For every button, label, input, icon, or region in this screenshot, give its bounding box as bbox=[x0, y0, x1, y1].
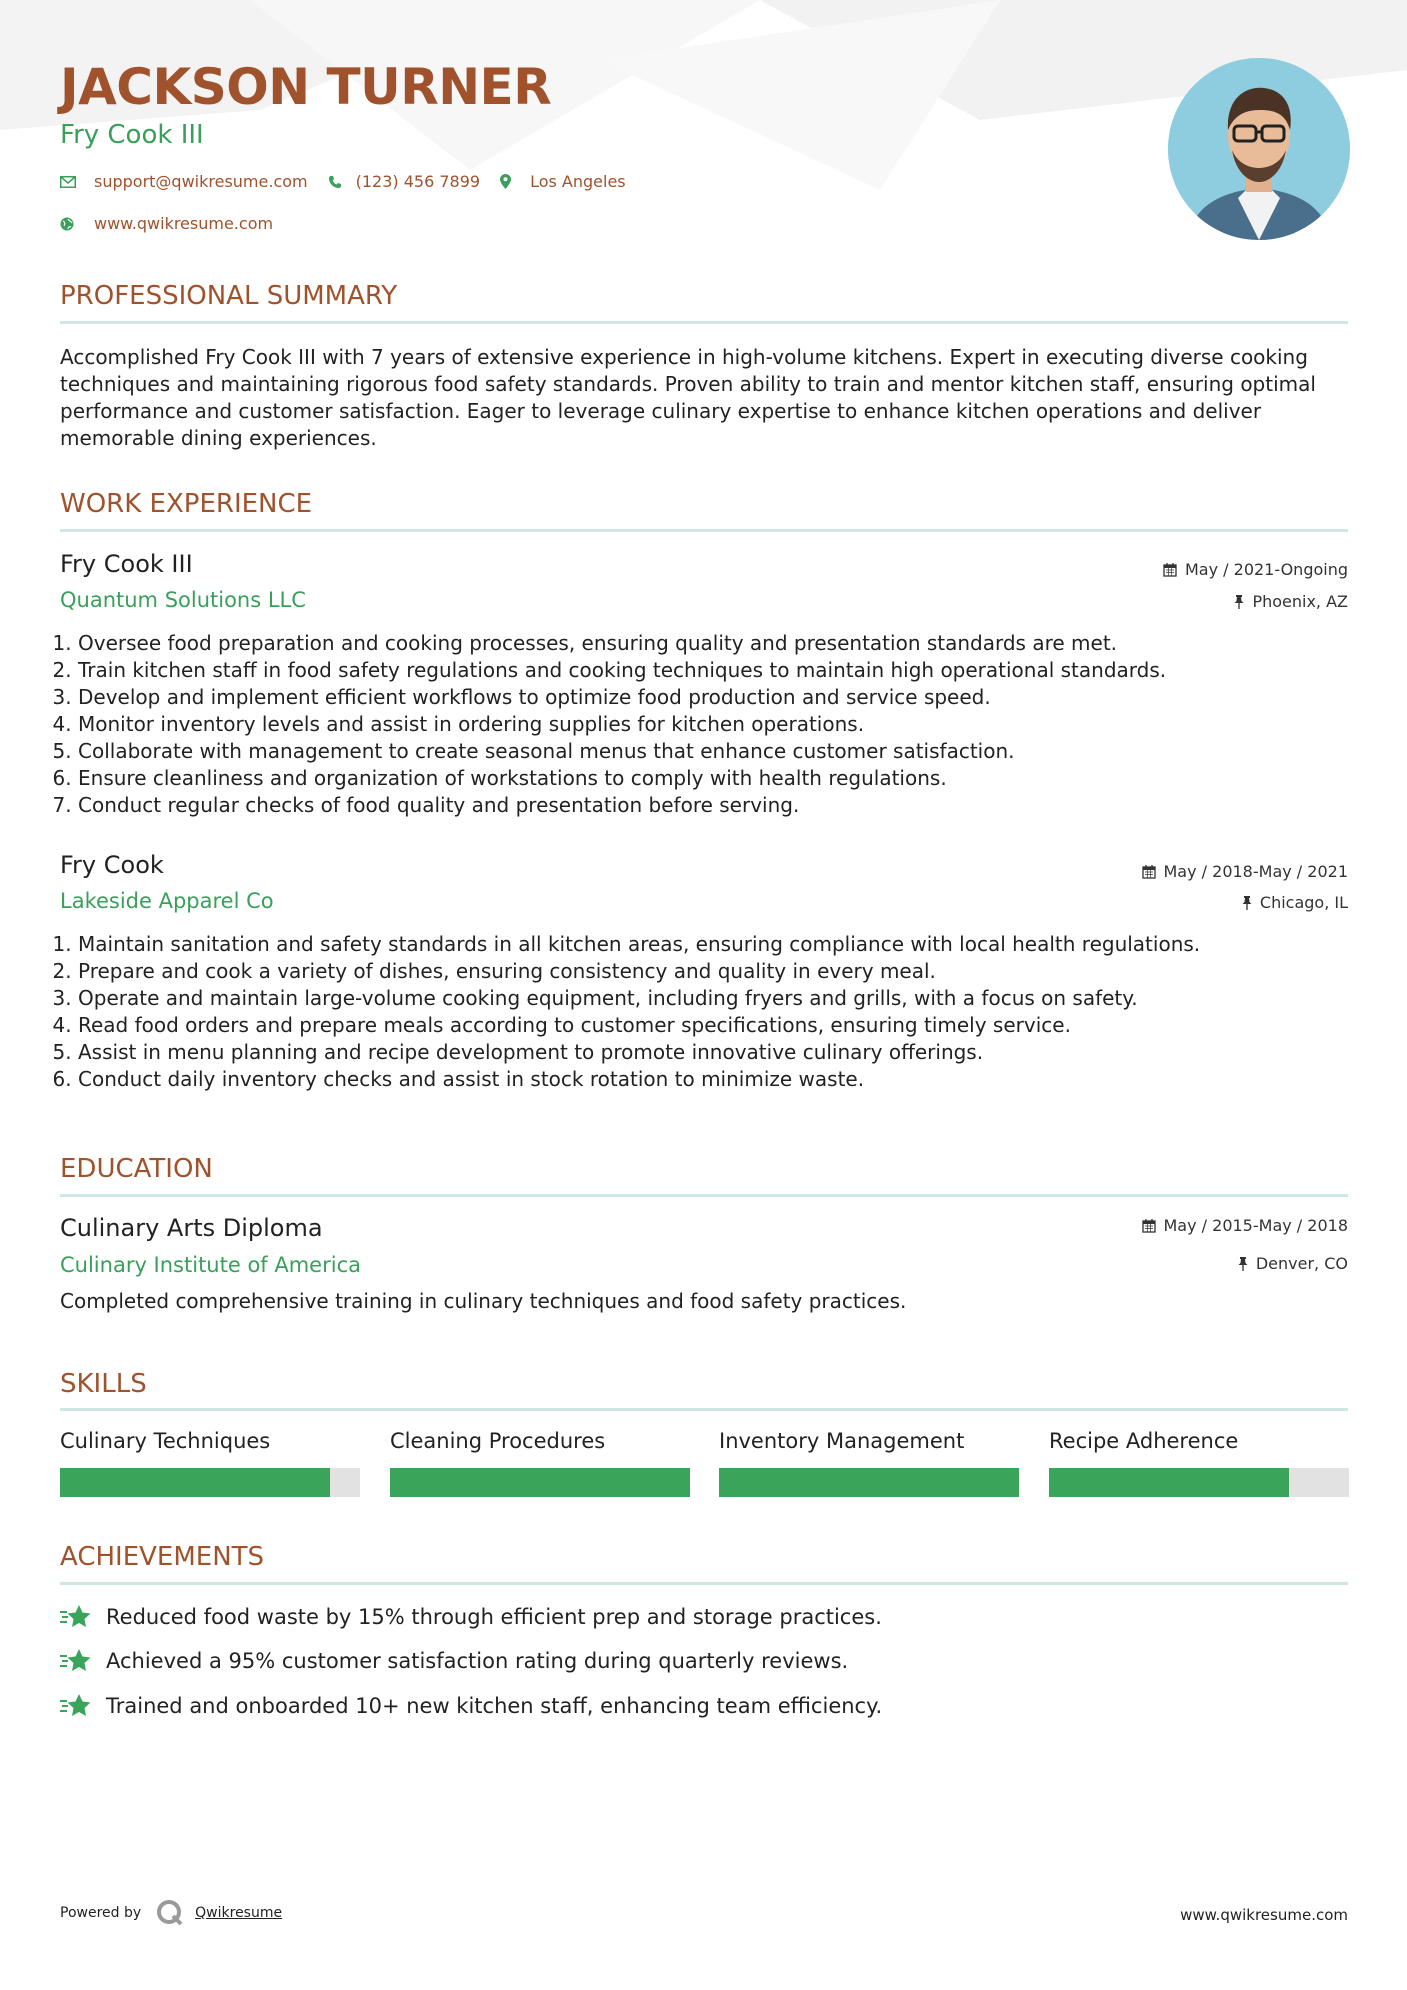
job-dates: May / 2018-May / 2021 bbox=[1142, 862, 1349, 881]
footer-url[interactable]: www.qwikresume.com bbox=[1180, 1906, 1348, 1924]
footer-powered-by bbox=[60, 1898, 282, 1928]
list-item: 4. Read food orders and prepare meals according to customer specifications, ensuring timely service. bbox=[78, 1012, 1348, 1039]
list-item: 5. Collaborate with management to create seasonal menus that enhance customer satisfaction. bbox=[78, 738, 1348, 765]
phone-icon bbox=[328, 175, 356, 189]
section-divider bbox=[60, 1582, 1348, 1585]
education-school: Culinary Institute of America bbox=[60, 1253, 361, 1277]
education-location: Denver, CO bbox=[1238, 1254, 1348, 1273]
list-item: 3. Operate and maintain large-volume cooking equipment, including fryers and grills, with a focus on safety. bbox=[78, 985, 1348, 1012]
section-divider bbox=[60, 529, 1348, 532]
job-company: Lakeside Apparel Co bbox=[60, 889, 274, 913]
contact-row bbox=[60, 172, 646, 191]
list-item: 1. Oversee food preparation and cooking processes, ensuring quality and presentation standards are met. bbox=[78, 630, 1348, 657]
skill-bar bbox=[60, 1468, 360, 1497]
skill-bar-fill bbox=[60, 1468, 330, 1497]
list-item: 4. Monitor inventory levels and assist in ordering supplies for kitchen operations. bbox=[78, 711, 1348, 738]
map-pin-icon bbox=[500, 174, 530, 189]
summary-heading: PROFESSIONAL SUMMARY bbox=[60, 281, 398, 311]
pushpin-icon bbox=[1242, 896, 1252, 910]
candidate-role: Fry Cook III bbox=[60, 120, 204, 150]
skill-label: Culinary Techniques bbox=[60, 1429, 271, 1453]
brand-link[interactable]: Qwikresume bbox=[195, 1905, 283, 1921]
qwikresume-logo-icon bbox=[155, 1898, 185, 1928]
job-title: Fry Cook bbox=[60, 851, 164, 879]
skill-bar-fill bbox=[1049, 1468, 1289, 1497]
contact-website[interactable] bbox=[60, 214, 273, 233]
section-divider bbox=[60, 321, 1348, 324]
list-item: 6. Ensure cleanliness and organization of workstations to comply with health regulations. bbox=[78, 765, 1348, 792]
pushpin-icon bbox=[1234, 595, 1244, 609]
section-divider bbox=[60, 1194, 1348, 1197]
job-company: Quantum Solutions LLC bbox=[60, 588, 306, 612]
skill-bar-fill bbox=[719, 1468, 1019, 1497]
skill-bar bbox=[1049, 1468, 1349, 1497]
education-heading: EDUCATION bbox=[60, 1154, 213, 1184]
star-achievement-icon bbox=[60, 1604, 106, 1630]
powered-by-label: Powered by bbox=[60, 1905, 142, 1921]
job-dates: May / 2021-Ongoing bbox=[1163, 560, 1348, 579]
skill-bar-fill bbox=[390, 1468, 690, 1497]
skills-heading: SKILLS bbox=[60, 1369, 147, 1399]
list-item: 2. Prepare and cook a variety of dishes, ensuring consistency and quality in every meal. bbox=[78, 958, 1348, 985]
job-responsibilities bbox=[60, 931, 1348, 1093]
skill-bar bbox=[719, 1468, 1019, 1497]
email-text: support@qwikresume.com bbox=[94, 172, 308, 191]
globe-icon bbox=[60, 217, 94, 231]
experience-heading: WORK EXPERIENCE bbox=[60, 489, 313, 519]
skill-label: Cleaning Procedures bbox=[390, 1429, 606, 1453]
list-item: 5. Assist in menu planning and recipe development to promote innovative culinary offerings. bbox=[78, 1039, 1348, 1066]
job-location: Chicago, IL bbox=[1242, 893, 1348, 912]
achievement-item: Trained and onboarded 10+ new kitchen staff, enhancing team efficiency. bbox=[60, 1693, 882, 1719]
section-divider bbox=[60, 1408, 1348, 1411]
calendar-icon bbox=[1142, 1219, 1156, 1233]
contact-phone[interactable] bbox=[328, 172, 480, 191]
list-item: 3. Develop and implement efficient workflows to optimize food production and service speed. bbox=[78, 684, 1348, 711]
phone-text: (123) 456 7899 bbox=[355, 172, 481, 191]
achievement-item: Achieved a 95% customer satisfaction rating during quarterly reviews. bbox=[60, 1648, 848, 1674]
calendar-icon bbox=[1163, 563, 1177, 577]
website-text: www.qwikresume.com bbox=[94, 214, 274, 233]
profile-photo bbox=[1168, 58, 1350, 240]
skill-label: Recipe Adherence bbox=[1049, 1429, 1239, 1453]
star-achievement-icon bbox=[60, 1648, 106, 1674]
list-item: 7. Conduct regular checks of food quality and presentation before serving. bbox=[78, 792, 1348, 819]
skill-bar bbox=[390, 1468, 690, 1497]
summary-text: Accomplished Fry Cook III with 7 years of extensive experience in high-volume kitchens. Expert in executing diverse cooking techniques and maintaining rigorous food safety standards. Proven ability to train and mentor kitchen staff, ensuring optimal performance and customer satisfaction. Eager to leverage culinary expertise to enhance kitchen operations and deliver memorable dining experiences. bbox=[60, 345, 1316, 450]
achievements-heading: ACHIEVEMENTS bbox=[60, 1542, 265, 1572]
list-item: 2. Train kitchen staff in food safety regulations and cooking techniques to maintain high operational standards. bbox=[78, 657, 1348, 684]
candidate-name: JACKSON TURNER bbox=[60, 58, 552, 116]
envelope-icon bbox=[60, 176, 94, 188]
calendar-icon bbox=[1142, 865, 1156, 879]
contact-email[interactable] bbox=[60, 172, 308, 191]
education-description: Completed comprehensive training in culinary techniques and food safety practices. bbox=[60, 1289, 907, 1313]
skill-label: Inventory Management bbox=[719, 1429, 965, 1453]
achievement-item: Reduced food waste by 15% through efficient prep and storage practices. bbox=[60, 1604, 882, 1630]
location-text: Los Angeles bbox=[530, 172, 626, 191]
list-item: 1. Maintain sanitation and safety standards in all kitchen areas, ensuring compliance with local health regulations. bbox=[78, 931, 1348, 958]
education-degree: Culinary Arts Diploma bbox=[60, 1214, 323, 1242]
job-location: Phoenix, AZ bbox=[1234, 592, 1348, 611]
star-achievement-icon bbox=[60, 1693, 106, 1719]
job-responsibilities bbox=[60, 630, 1348, 819]
contact-location bbox=[500, 172, 626, 191]
job-title: Fry Cook III bbox=[60, 550, 193, 578]
education-dates: May / 2015-May / 2018 bbox=[1142, 1216, 1349, 1235]
list-item: 6. Conduct daily inventory checks and assist in stock rotation to minimize waste. bbox=[78, 1066, 1348, 1093]
pushpin-icon bbox=[1238, 1257, 1248, 1271]
